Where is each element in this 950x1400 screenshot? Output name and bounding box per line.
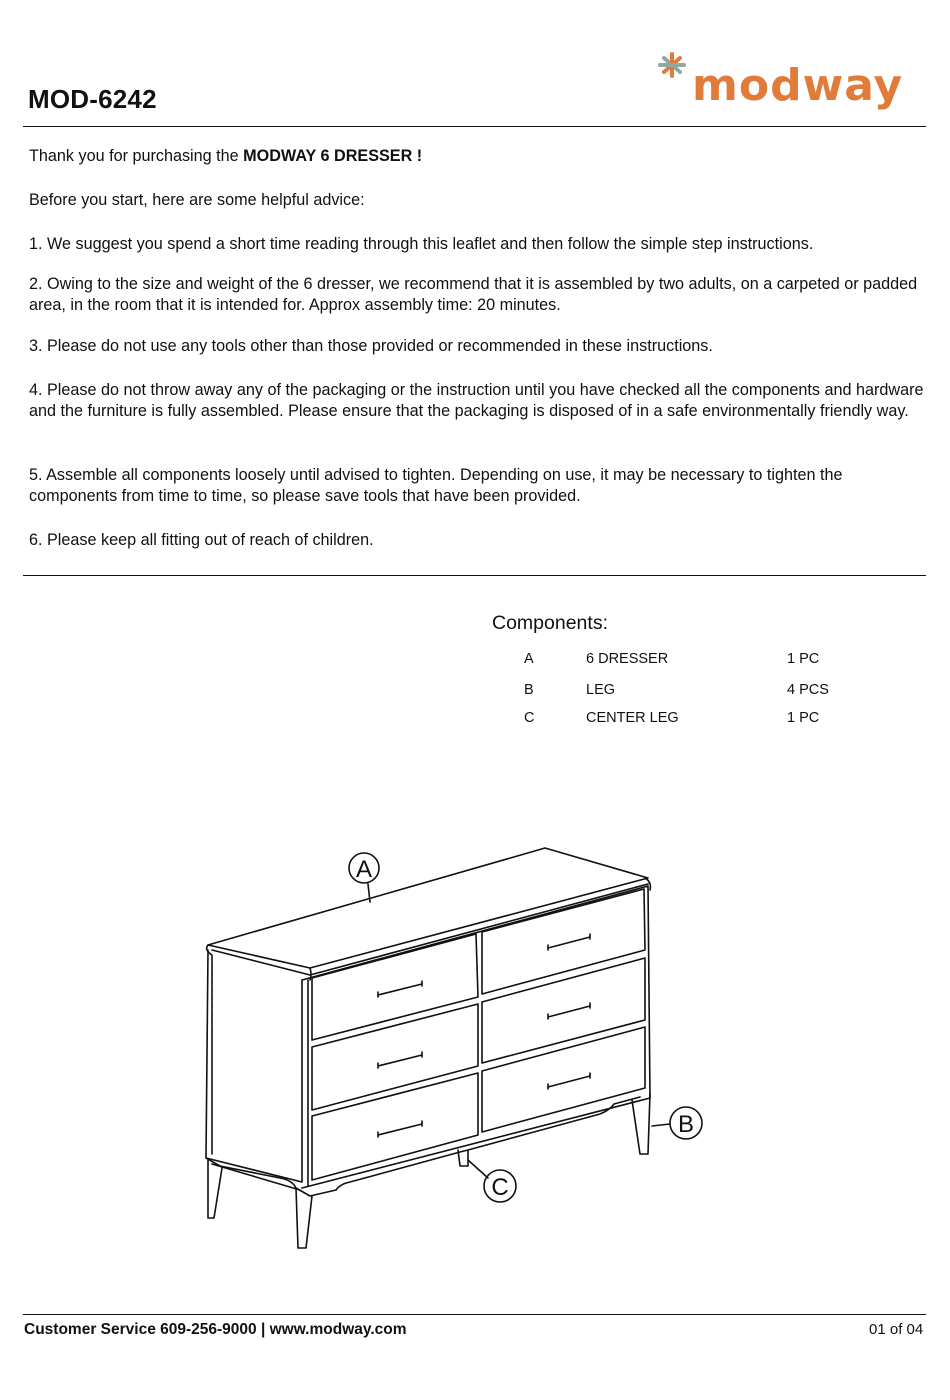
dresser-top bbox=[208, 848, 648, 968]
modway-logo bbox=[658, 52, 918, 122]
component-name: CENTER LEG bbox=[586, 710, 679, 726]
model-number: MOD-6242 bbox=[28, 84, 157, 114]
component-qty: 1 PC bbox=[787, 651, 820, 667]
leg bbox=[632, 1094, 650, 1154]
logo-asterisk-icon bbox=[660, 54, 684, 76]
advice-item: 1. We suggest you spend a short time reading through this leaflet and then follow the simple step instructions. bbox=[29, 235, 814, 253]
advice-item: 4. Please do not throw away any of the packaging or the instruction until you have checked all the components and hardware and the furniture is fully assembled. Please ensure that the packaging is disposed of in a safe environmentally friendly way. bbox=[29, 381, 924, 420]
drawer bbox=[482, 889, 645, 994]
dresser-side bbox=[206, 950, 302, 1182]
footer-rule bbox=[23, 1314, 926, 1315]
callout-b bbox=[670, 1107, 702, 1139]
advice-item: 2. Owing to the size and weight of the 6 dresser, we recommend that it is assembled by two adults, on a carpeted or padded area, in the room that it is intended for. Approx assembly time: 20 minutes. bbox=[29, 275, 918, 314]
component-letter: A bbox=[524, 651, 534, 667]
svg-text:A: A bbox=[355, 856, 373, 883]
customer-service: Customer Service 609-256-9000 | www.modway.com bbox=[24, 1321, 407, 1338]
component-qty: 4 PCS bbox=[787, 682, 829, 698]
drawer bbox=[482, 1027, 645, 1132]
dresser-front bbox=[302, 886, 650, 1188]
advice-item: 6. Please keep all fitting out of reach of children. bbox=[29, 531, 374, 549]
drawer bbox=[482, 958, 645, 1063]
dresser-diagram bbox=[190, 840, 710, 1260]
callout-c bbox=[484, 1170, 516, 1202]
component-letter: C bbox=[524, 710, 535, 726]
svg-text:C: C bbox=[491, 1174, 509, 1201]
page-number: 01 of 04 bbox=[869, 1321, 924, 1338]
advice-item: 3. Please do not use any tools other than those provided or recommended in these instructions. bbox=[29, 337, 713, 355]
drawer-handles bbox=[378, 934, 590, 1137]
advice-heading: Before you start, here are some helpful advice: bbox=[29, 191, 365, 209]
component-name: 6 DRESSER bbox=[586, 651, 669, 667]
components-title: Components: bbox=[492, 612, 608, 634]
section-rule bbox=[23, 575, 926, 576]
thanks-line: Thank you for purchasing the MODWAY 6 DRESSER ! bbox=[29, 147, 423, 165]
svg-text:B: B bbox=[677, 1111, 695, 1138]
callout-a bbox=[349, 853, 379, 883]
component-name: LEG bbox=[586, 682, 616, 698]
header-rule bbox=[23, 126, 926, 127]
advice-item: 5. Assemble all components loosely until advised to tighten. Depending on use, it may be necessary to tighten the components from time to time, so please save tools that have been provided. bbox=[29, 466, 843, 505]
leg bbox=[296, 1188, 312, 1248]
logo-wordmark: modway bbox=[692, 60, 904, 111]
product-name: MODWAY 6 DRESSER ! bbox=[243, 147, 423, 165]
drawer bbox=[312, 934, 478, 1040]
leg bbox=[208, 1160, 222, 1218]
component-letter: B bbox=[524, 682, 534, 698]
component-qty: 1 PC bbox=[787, 710, 820, 726]
